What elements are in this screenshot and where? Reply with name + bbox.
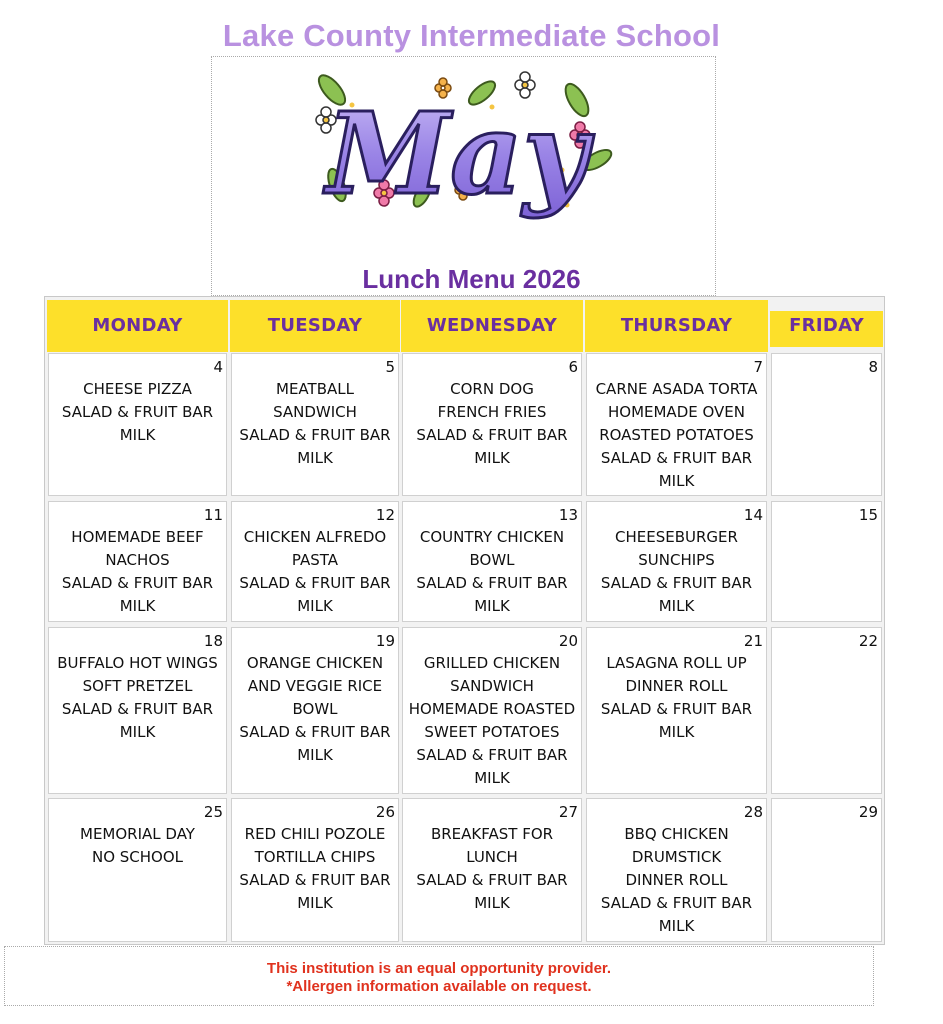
menu-item: MILK: [474, 894, 510, 912]
menu-item: PASTA: [291, 551, 339, 569]
menu-item: MILK: [297, 597, 333, 615]
menu-item: NO SCHOOL: [91, 848, 184, 866]
menu-item: BBQ CHICKEN: [624, 825, 729, 843]
menu-items: [232, 378, 398, 470]
day-number: 26: [375, 803, 395, 821]
day-cell: [586, 798, 767, 942]
day-cell: [586, 353, 767, 496]
menu-items: [232, 526, 398, 618]
day-cell: [231, 627, 399, 794]
school-title: Lake County Intermediate School: [222, 18, 721, 53]
day-cell: [586, 501, 767, 622]
menu-item: SALAD & FRUIT BAR: [239, 723, 391, 741]
day-number: 18: [203, 632, 223, 650]
menu-item: BUFFALO HOT WINGS: [57, 654, 218, 672]
menu-item: MILK: [658, 723, 695, 741]
menu-item: MILK: [119, 597, 156, 615]
day-cell: [48, 353, 227, 496]
menu-item: SALAD & FRUIT BAR: [61, 574, 214, 592]
menu-items: [49, 652, 226, 744]
day-cell: [771, 798, 882, 942]
menu-item: SOFT PRETZEL: [82, 677, 193, 695]
day-number: 20: [558, 632, 578, 650]
day-number: 29: [858, 803, 878, 821]
day-cell: [771, 501, 882, 622]
menu-item: RED CHILI POZOLE: [244, 825, 386, 843]
menu-item: CHICKEN ALFREDO: [243, 528, 387, 546]
menu-item: DINNER ROLL: [625, 677, 728, 695]
menu-item: DINNER ROLL: [625, 871, 728, 889]
menu-items: [232, 652, 398, 767]
menu-item: TORTILLA CHIPS: [254, 848, 376, 866]
menu-item: CORN DOG: [450, 380, 534, 398]
day-header-tuesday: TUESDAY: [230, 300, 400, 352]
menu-items: [587, 526, 766, 618]
allergen-note: *Allergen information available on request.: [286, 978, 592, 995]
footer-notice: [4, 946, 874, 1006]
menu-items: [587, 823, 766, 938]
menu-item: SWEET POTATOES: [424, 723, 560, 741]
day-cell: [402, 353, 582, 496]
menu-item: MILK: [474, 597, 510, 615]
menu-item: ROASTED POTATOES: [599, 426, 754, 444]
menu-item: SANDWICH: [273, 403, 357, 421]
day-cell: [771, 627, 882, 794]
menu-title: Lunch Menu 2026: [362, 264, 581, 294]
day-cell: [402, 627, 582, 794]
day-number: 12: [375, 506, 395, 524]
menu-items: [403, 526, 581, 618]
menu-item: MILK: [658, 472, 695, 490]
lunch-calendar: [44, 296, 885, 945]
day-header-thursday: THURSDAY: [585, 300, 768, 352]
day-cell: [48, 798, 227, 942]
day-cell: [48, 627, 227, 794]
menu-item: MILK: [297, 449, 333, 467]
menu-item: HOMEMADE BEEF: [71, 528, 204, 546]
menu-item: SALAD & FRUIT BAR: [61, 700, 214, 718]
menu-item: SALAD & FRUIT BAR: [239, 574, 391, 592]
may-lettering-art: [307, 65, 617, 265]
day-header-wednesday: WEDNESDAY: [401, 300, 583, 352]
day-number: 6: [568, 358, 578, 376]
menu-item: MEMORIAL DAY: [80, 825, 195, 843]
day-cell: [231, 353, 399, 496]
menu-item: AND VEGGIE RICE: [247, 677, 383, 695]
menu-item: GRILLED CHICKEN: [423, 654, 561, 672]
menu-item: SALAD & FRUIT BAR: [600, 894, 753, 912]
day-number: 13: [558, 506, 578, 524]
menu-items: [403, 378, 581, 470]
menu-item: CHEESEBURGER: [615, 528, 738, 546]
menu-items: [403, 652, 581, 790]
menu-items: [49, 526, 226, 618]
day-number: 21: [743, 632, 763, 650]
menu-item: HOMEMADE ROASTED: [408, 700, 576, 718]
menu-item: SALAD & FRUIT BAR: [600, 574, 753, 592]
menu-items: [49, 823, 226, 869]
day-number: 27: [558, 803, 578, 821]
menu-item: SALAD & FRUIT BAR: [416, 574, 568, 592]
menu-item: LASAGNA ROLL UP: [606, 654, 747, 672]
menu-item: MILK: [474, 449, 510, 467]
menu-item: SANDWICH: [450, 677, 534, 695]
menu-item: MILK: [658, 917, 695, 935]
menu-item: MILK: [658, 597, 695, 615]
day-cell: [231, 798, 399, 942]
menu-item: COUNTRY CHICKEN: [419, 528, 565, 546]
day-number: 19: [375, 632, 395, 650]
menu-item: SUNCHIPS: [638, 551, 715, 569]
menu-item: HOMEMADE OVEN: [607, 403, 745, 421]
day-number: 28: [743, 803, 763, 821]
menu-item: DRUMSTICK: [631, 848, 722, 866]
day-cell: [402, 798, 582, 942]
day-number: 8: [868, 358, 878, 376]
day-cell: [402, 501, 582, 622]
menu-item: BOWL: [292, 700, 338, 718]
menu-item: LUNCH: [466, 848, 518, 866]
menu-item: MILK: [119, 426, 156, 444]
menu-item: CHEESE PIZZA: [83, 380, 192, 398]
day-header-friday: FRIDAY: [770, 311, 883, 347]
menu-item: BOWL: [469, 551, 515, 569]
day-cell: [231, 501, 399, 622]
menu-item: SALAD & FRUIT BAR: [239, 426, 391, 444]
menu-item: MILK: [474, 769, 510, 787]
month-banner: [211, 56, 716, 296]
menu-item: SALAD & FRUIT BAR: [416, 871, 568, 889]
day-cell: [771, 353, 882, 496]
menu-item: BREAKFAST FOR: [430, 825, 554, 843]
menu-item: MILK: [297, 746, 333, 764]
day-number: 4: [213, 358, 223, 376]
menu-item: SALAD & FRUIT BAR: [416, 426, 568, 444]
day-number: 14: [743, 506, 763, 524]
may-word: May: [326, 89, 588, 220]
day-number: 5: [385, 358, 395, 376]
menu-item: MEATBALL: [276, 380, 354, 398]
day-number: 11: [203, 506, 223, 524]
menu-item: SALAD & FRUIT BAR: [600, 700, 753, 718]
menu-item: MILK: [119, 723, 156, 741]
menu-item: CARNE ASADA TORTA: [595, 380, 758, 398]
menu-items: [49, 378, 226, 447]
menu-item: SALAD & FRUIT BAR: [416, 746, 568, 764]
menu-items: [232, 823, 398, 915]
day-number: 22: [858, 632, 878, 650]
menu-items: [587, 378, 766, 493]
menu-item: SALAD & FRUIT BAR: [239, 871, 391, 889]
day-number: 15: [858, 506, 878, 524]
menu-items: [403, 823, 581, 915]
day-number: 7: [753, 358, 763, 376]
menu-item: MILK: [297, 894, 333, 912]
day-header-monday: MONDAY: [47, 300, 228, 352]
menu-items: [587, 652, 766, 744]
menu-item: NACHOS: [105, 551, 170, 569]
day-cell: [48, 501, 227, 622]
menu-item: SALAD & FRUIT BAR: [61, 403, 214, 421]
day-cell: [586, 627, 767, 794]
day-number: 25: [203, 803, 223, 821]
equal-opportunity-note: This institution is an equal opportunity provider.: [266, 960, 612, 977]
menu-item: ORANGE CHICKEN: [246, 654, 384, 672]
menu-item: SALAD & FRUIT BAR: [600, 449, 753, 467]
menu-item: FRENCH FRIES: [437, 403, 547, 421]
